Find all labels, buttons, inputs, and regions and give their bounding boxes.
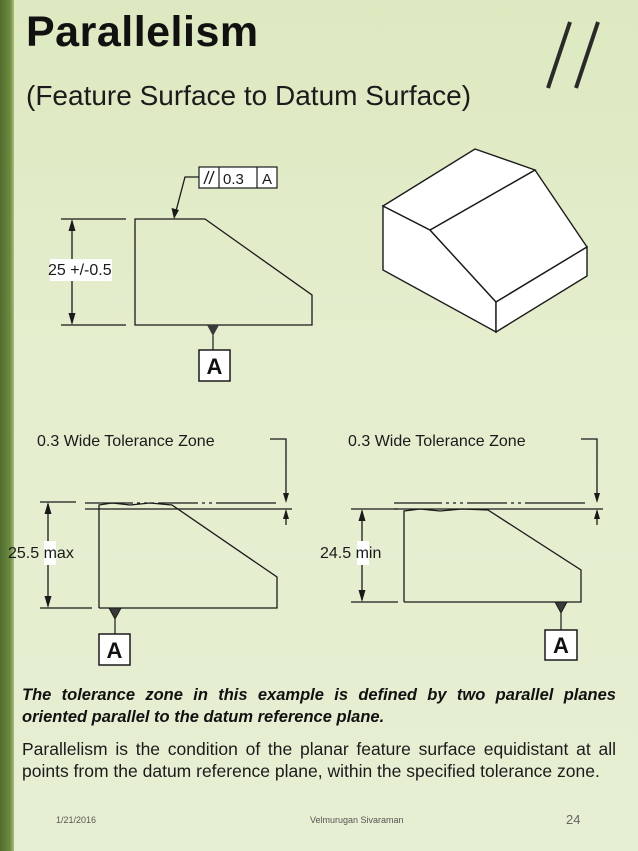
slide-title: Parallelism xyxy=(26,8,259,56)
right-view xyxy=(351,439,603,602)
right-view-part-outline xyxy=(404,509,581,602)
top-view xyxy=(61,177,312,325)
caption-emphasis: The tolerance zone in this example is defined by two parallel planes oriented parallel to the datum reference plane. xyxy=(22,686,616,726)
page-number: 24 xyxy=(566,812,581,827)
left-zone-label: 0.3 Wide Tolerance Zone xyxy=(37,433,215,450)
isometric-part xyxy=(383,149,587,332)
right-view-dimension-text: 24.5 min xyxy=(320,545,382,562)
footer-author: Velmurugan Sivaraman xyxy=(310,815,404,825)
right-view-datum-letter: A xyxy=(553,633,569,658)
right-view-datum-symbol xyxy=(545,602,577,660)
left-view-datum-symbol xyxy=(99,608,130,665)
left-view-dimension-text: 25.5 max xyxy=(8,545,74,562)
top-view-dimension-text: 25 +/-0.5 xyxy=(48,262,112,279)
fcf-datum-reference: A xyxy=(262,171,273,188)
fcf-tolerance-value: 0.3 xyxy=(223,171,244,188)
feature-control-frame xyxy=(199,167,277,188)
top-view-datum-symbol xyxy=(199,325,230,381)
right-zone-label: 0.3 Wide Tolerance Zone xyxy=(348,433,526,450)
caption-definition: Parallelism is the condition of the planar feature surface equidistant at all points from the datum reference plane, within the specified tolerance zone. xyxy=(22,739,616,781)
top-view-datum-letter: A xyxy=(206,354,223,379)
left-view-datum-letter: A xyxy=(106,638,123,663)
left-view-part-outline xyxy=(99,503,277,608)
footer-date: 1/21/2016 xyxy=(56,815,97,825)
slide-subtitle: (Feature Surface to Datum Surface) xyxy=(26,80,472,111)
top-view-part-outline xyxy=(135,219,312,325)
left-view xyxy=(40,439,292,608)
